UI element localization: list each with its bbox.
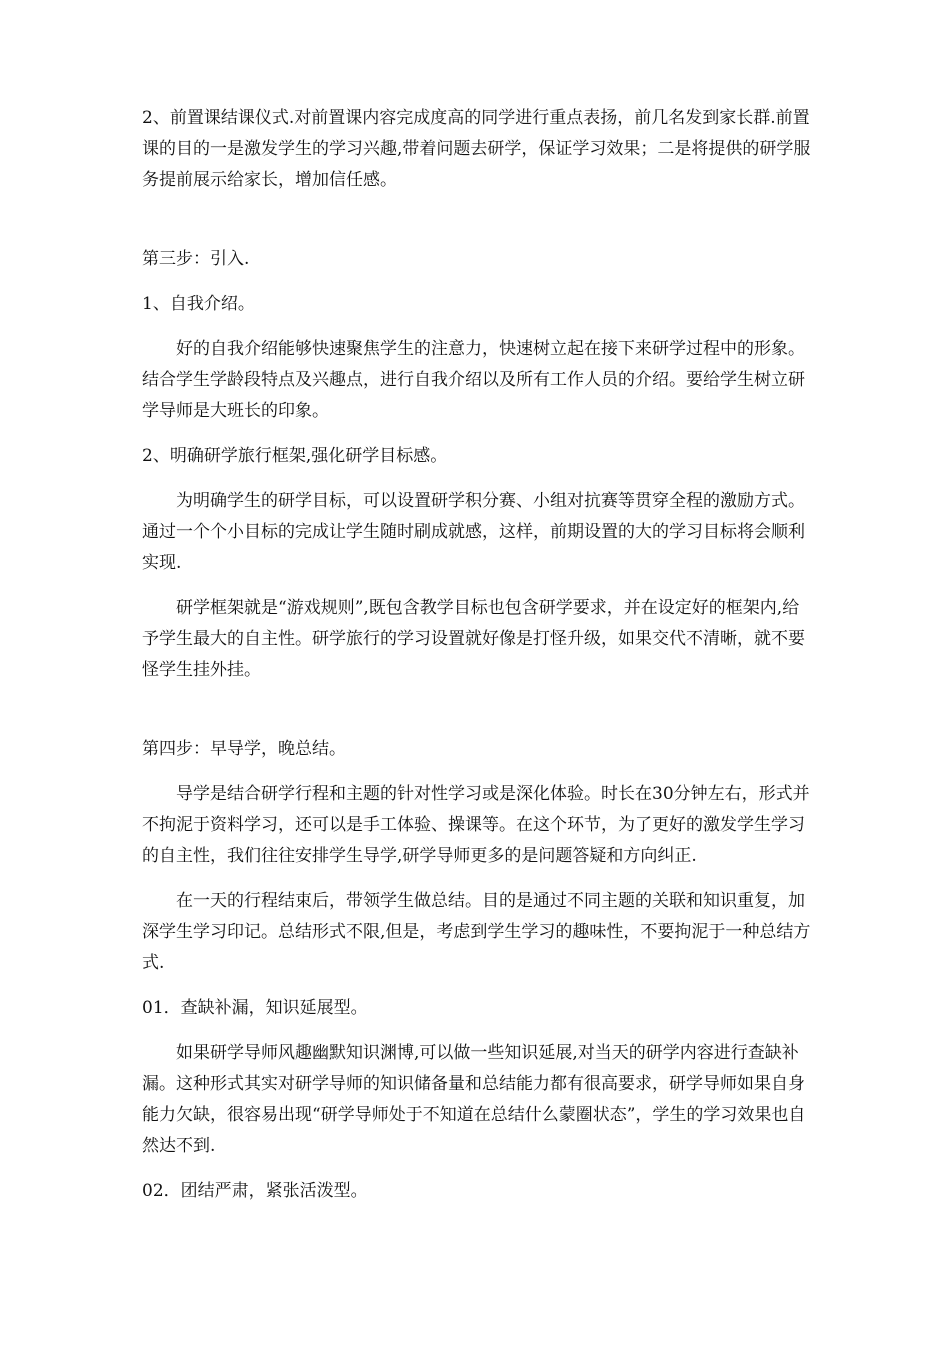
- document-body: [142, 103, 814, 1221]
- subheading-framework: 2、明确研学旅行框架,强化研学目标感。: [142, 446, 448, 466]
- heading-step-four: 第四步：早导学，晚总结。: [142, 739, 346, 759]
- paragraph-self-introduction: 好的自我介绍能够快速聚焦学生的注意力，快速树立起在接下来研学过程中的形象。结合学生学龄段特点及兴趣点，进行自我介绍以及所有工作人员的介绍。要给学生树立研学导师是大班长的印象。: [142, 339, 805, 421]
- paragraph-closing-ceremony: 2、前置课结课仪式.对前置课内容完成度高的同学进行重点表扬，前几名发到家长群.前置课的目的一是激发学生的学习兴趣,带着问题去研学，保证学习效果；二是将提供的研学服务提前展示给家长，增加信任感。: [142, 108, 811, 190]
- subheading-self-introduction: 1、自我介绍。: [142, 294, 255, 314]
- paragraph-morning-guidance: 导学是结合研学行程和主题的针对性学习或是深化体验。时长在30分钟左右，形式并不拘泥于资料学习，还可以是手工体验、操课等。在这个环节，为了更好的激发学生学习的自主性，我们往往安排学生导学,研学导师更多的是问题答疑和方向纠正.: [142, 784, 810, 866]
- paragraph-game-rules: 研学框架就是“游戏规则”,既包含教学目标也包含研学要求，并在设定好的框架内,给予学生最大的自主性。研学旅行的学习设置就好像是打怪升级，如果交代不清晰，就不要怪学生挂外挂。: [142, 598, 805, 680]
- subheading-type-02: 02．团结严肃，紧张活泼型。: [142, 1181, 368, 1201]
- paragraph-framework-goals: 为明确学生的研学目标，可以设置研学积分赛、小组对抗赛等贯穿全程的激励方式。通过一个个小目标的完成让学生随时刷成就感，这样，前期设置的大的学习目标将会顺利实现.: [142, 491, 805, 573]
- paragraph-type-01: 如果研学导师风趣幽默知识渊博,可以做一些知识延展,对当天的研学内容进行查缺补漏。这种形式其实对研学导师的知识储备量和总结能力都有很高要求，研学导师如果自身能力欠缺，很容易出现“研学导师处于不知道在总结什么蒙圈状态”，学生的学习效果也自然达不到.: [142, 1043, 806, 1156]
- paragraph-evening-summary: 在一天的行程结束后，带领学生做总结。目的是通过不同主题的关联和知识重复，加深学生学习印记。总结形式不限,但是，考虑到学生学习的趣味性，不要拘泥于一种总结方式.: [142, 891, 811, 973]
- subheading-type-01: 01．查缺补漏，知识延展型。: [142, 998, 368, 1018]
- heading-step-three: 第三步：引入.: [142, 249, 250, 269]
